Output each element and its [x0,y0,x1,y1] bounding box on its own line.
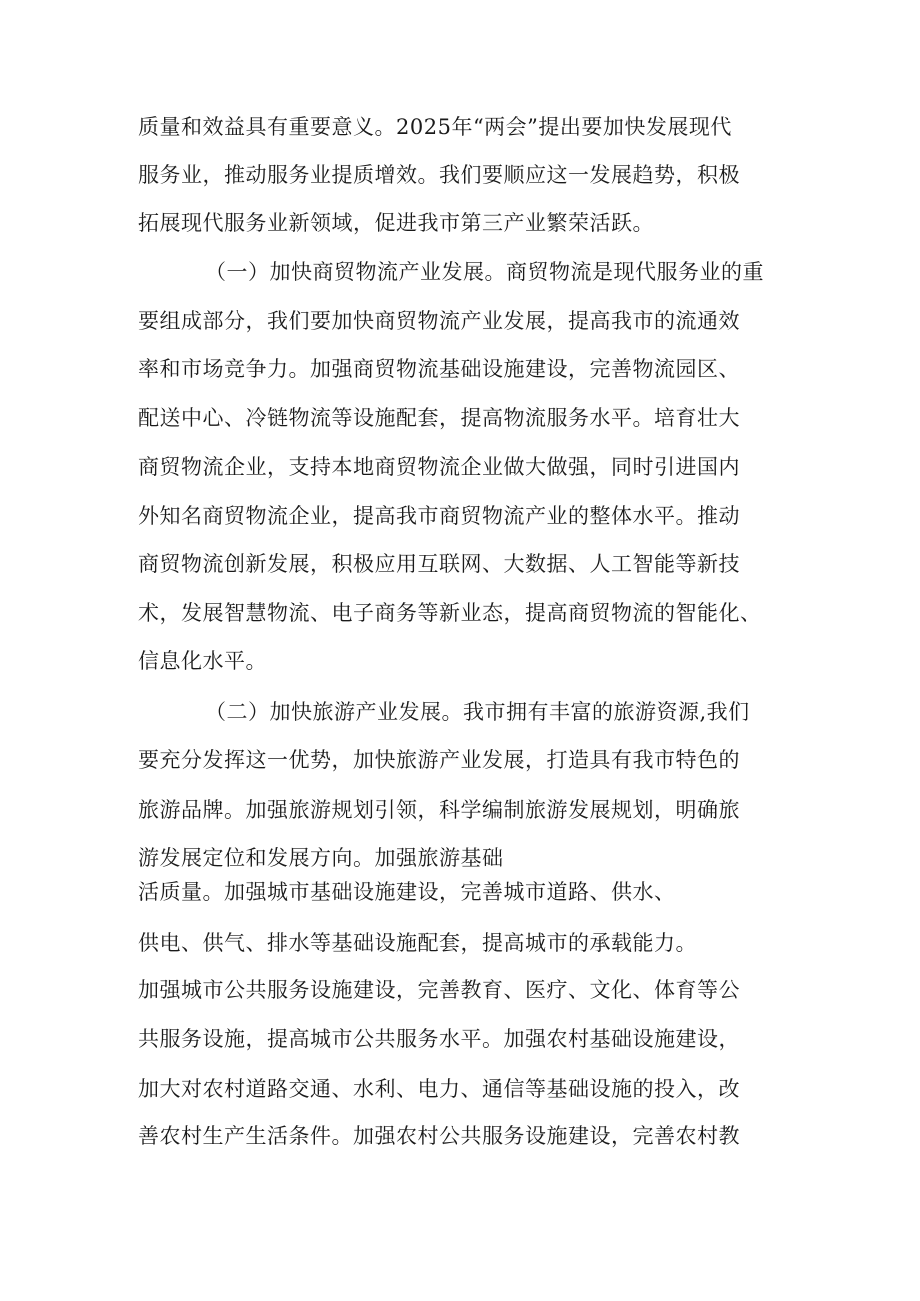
text-line: 共服务设施，提高城市公共服务水平。加强农村基础设施建设， [138,1027,740,1051]
text-line: 外知名商贸物流企业，提高我市商贸物流产业的整体水平。推动 [138,504,740,528]
text-line: 信息化水平。 [138,649,267,673]
text-line: （一）加快商贸物流产业发展。商贸物流是现代服务业的重 [205,260,764,284]
text-line: 质量和效益具有重要意义。2025年“两会”提出要加快发展现代 [138,115,732,139]
text-line: 游发展定位和发展方向。加强旅游基础 [138,846,504,870]
text-line: 要组成部分，我们要加快商贸物流产业发展，提高我市的流通效 [138,309,740,333]
text-line: 配送中心、冷链物流等设施配套，提高物流服务水平。培育壮大 [138,406,740,430]
text-line: 率和市场竞争力。加强商贸物流基础设施建设，完善物流园区、 [138,357,740,381]
text-line: 商贸物流企业，支持本地商贸物流企业做大做强，同时引进国内 [138,455,740,479]
text-line: 要充分发挥这一优势，加快旅游产业发展，打造具有我市特色的 [138,748,740,772]
text-line: （二）加快旅游产业发展。我市拥有丰富的旅游资源,我们 [205,700,750,724]
text-line: 服务业，推动服务业提质增效。我们要顺应这一发展趋势，积极 [138,163,740,187]
text-line: 旅游品牌。加强旅游规划引领，科学编制旅游发展规划，明确旅 [138,798,740,822]
text-line: 供电、供气、排水等基础设施配套，提高城市的承载能力。 [138,931,697,955]
text-line: 加强城市公共服务设施建设，完善教育、医疗、文化、体育等公 [138,978,740,1002]
text-line: 加大对农村道路交通、水利、电力、通信等基础设施的投入，改 [138,1077,740,1101]
text-line: 拓展现代服务业新领域，促进我市第三产业繁荣活跃。 [138,211,654,235]
text-line: 善农村生产生活条件。加强农村公共服务设施建设，完善农村教 [138,1124,740,1148]
text-line: 活质量。加强城市基础设施建设，完善城市道路、供水、 [138,880,676,904]
text-line: 术，发展智慧物流、电子商务等新业态，提高商贸物流的智能化、 [138,601,762,625]
text-line: 商贸物流创新发展，积极应用互联网、大数据、人工智能等新技 [138,552,740,576]
